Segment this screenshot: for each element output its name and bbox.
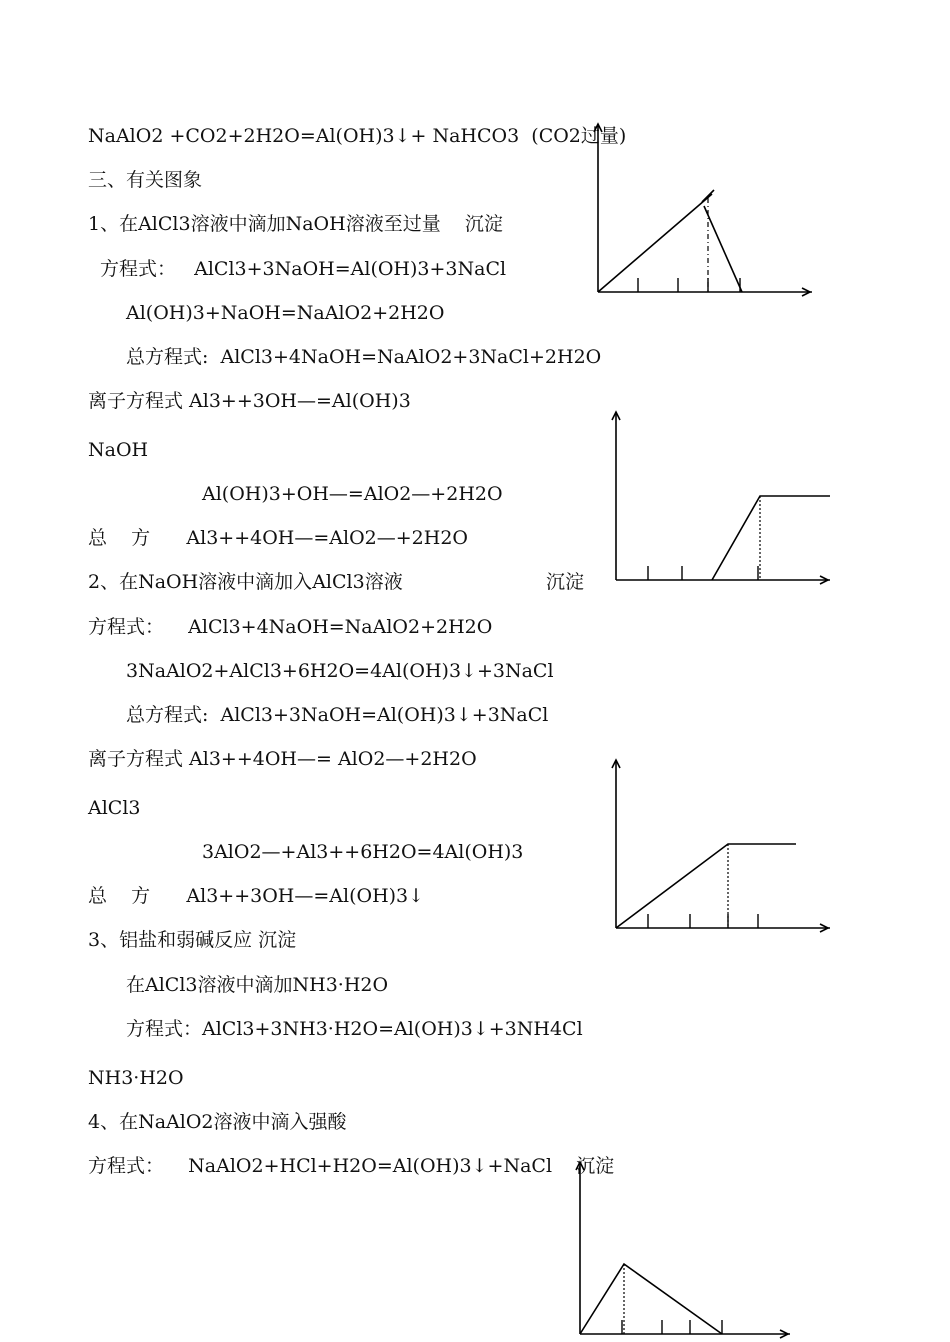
item-heading: 1、在AlCl3溶液中滴加NaOH溶液至过量 沉淀 — [88, 213, 503, 235]
graph-3 — [608, 756, 838, 936]
text-line: NaOH — [88, 439, 149, 461]
curve — [580, 1264, 722, 1334]
text-line: 3AlO2—+Al3++6H2O=4Al(OH)3 — [202, 841, 524, 863]
text-line: 总方程式: AlCl3+4NaOH=NaAlO2+3NaCl+2H2O — [126, 346, 602, 368]
text-line: 方程式： NaAlO2+HCl+H2O=Al(OH)3↓+NaCl 沉淀 — [88, 1155, 615, 1177]
item-heading: 3、铝盐和弱碱反应 沉淀 — [88, 929, 297, 951]
text-line: 离子方程式 Al3++4OH—= AlO2—+2H2O — [88, 748, 477, 770]
text-line: 总 方 Al3++3OH—=Al(OH)3↓ — [88, 885, 425, 907]
text-line: 在AlCl3溶液中滴加NH3·H2O — [126, 974, 389, 996]
text-line: NH3·H2O — [88, 1067, 184, 1089]
text-line: NaAlO2 +CO2+2H2O=Al(OH)3↓+ NaHCO3 (CO2过量) — [88, 125, 627, 147]
text-line: 总方程式: AlCl3+3NaOH=Al(OH)3↓+3NaCl — [126, 704, 549, 726]
text-line: 方程式：AlCl3+3NH3·H2O=Al(OH)3↓+3NH4Cl — [126, 1018, 583, 1040]
item-heading: 4、在NaAlO2溶液中滴入强酸 — [88, 1111, 347, 1133]
section-heading: 三、有关图象 — [88, 169, 203, 191]
text-line: Al(OH)3+OH—=AlO2—+2H2O — [202, 483, 503, 505]
text-line: Al(OH)3+NaOH=NaAlO2+2H2O — [126, 302, 445, 324]
graph-2 — [608, 408, 838, 588]
text-line: 离子方程式 Al3++3OH—=Al(OH)3 — [88, 390, 411, 412]
graph-4 — [572, 1158, 802, 1338]
text-line: 3NaAlO2+AlCl3+6H2O=4Al(OH)3↓+3NaCl — [126, 660, 554, 682]
text-line: 沉淀 — [546, 571, 585, 593]
text-line: 总 方 Al3++4OH—=AlO2—+2H2O — [88, 527, 468, 549]
graph-1 — [590, 120, 820, 300]
curve — [616, 844, 796, 928]
curve-rise — [598, 194, 712, 292]
curve — [712, 496, 830, 580]
text-line: AlCl3 — [88, 797, 141, 819]
curve-fall — [704, 206, 742, 292]
text-line: 方程式： AlCl3+4NaOH=NaAlO2+2H2O — [88, 616, 493, 638]
item-heading: 2、在NaOH溶液中滴加入AlCl3溶液 — [88, 571, 403, 593]
text-line: 方程式： AlCl3+3NaOH=Al(OH)3+3NaCl — [100, 258, 507, 280]
